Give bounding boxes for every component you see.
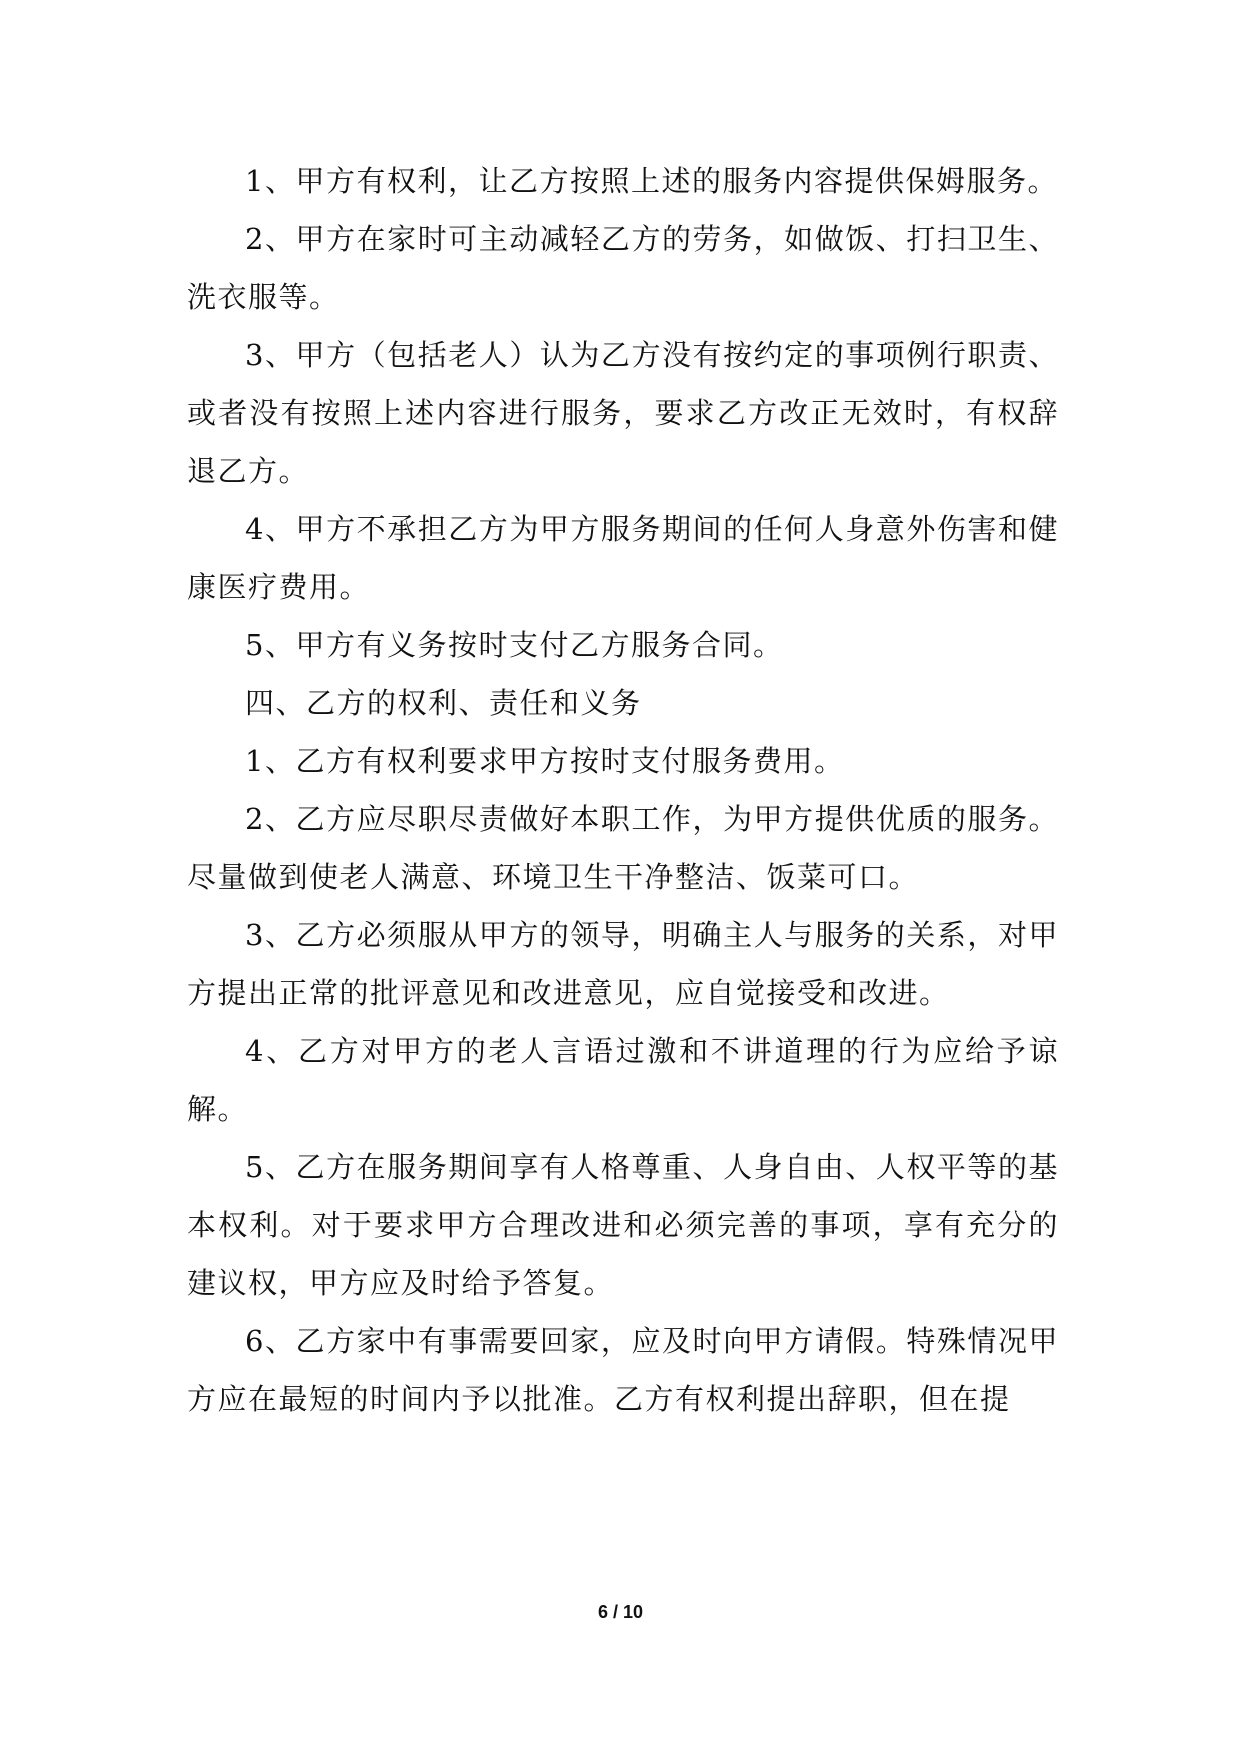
- paragraph-11: 6、乙方家中有事需要回家，应及时向甲方请假。特殊情况甲方应在最短的时间内予以批准。乙方有权利提出辞职，但在提: [187, 1324, 1059, 1416]
- paragraph-1: 1、甲方有权利，让乙方按照上述的服务内容提供保姆服务。: [245, 164, 1058, 198]
- document-body: [187, 152, 1059, 1428]
- paragraph-2: 2、甲方在家时可主动减轻乙方的劳务，如做饭、打扫卫生、洗衣服等。: [187, 222, 1059, 314]
- paragraph-10: 5、乙方在服务期间享有人格尊重、人身自由、人权平等的基本权利。对于要求甲方合理改进和必须完善的事项，享有充分的建议权，甲方应及时给予答复。: [187, 1150, 1059, 1300]
- paragraph-9: 4、乙方对甲方的老人言语过激和不讲道理的行为应给予谅解。: [187, 1034, 1059, 1126]
- paragraph-3: 3、甲方（包括老人）认为乙方没有按约定的事项例行职责、或者没有按照上述内容进行服务，要求乙方改正无效时，有权辞退乙方。: [187, 338, 1059, 488]
- paragraph-7: 2、乙方应尽职尽责做好本职工作，为甲方提供优质的服务。尽量做到使老人满意、环境卫生干净整洁、饭菜可口。: [187, 802, 1059, 894]
- paragraph-6: 1、乙方有权利要求甲方按时支付服务费用。: [245, 744, 845, 778]
- page-number: 6 / 10: [597, 1602, 644, 1622]
- paragraph-5: 5、甲方有义务按时支付乙方服务合同。: [245, 628, 784, 662]
- paragraph-8: 3、乙方必须服从甲方的领导，明确主人与服务的关系，对甲方提出正常的批评意见和改进意见，应自觉接受和改进。: [187, 918, 1059, 1010]
- paragraph-4: 4、甲方不承担乙方为甲方服务期间的任何人身意外伤害和健康医疗费用。: [187, 512, 1059, 604]
- section-heading: 四、乙方的权利、责任和义务: [245, 686, 642, 720]
